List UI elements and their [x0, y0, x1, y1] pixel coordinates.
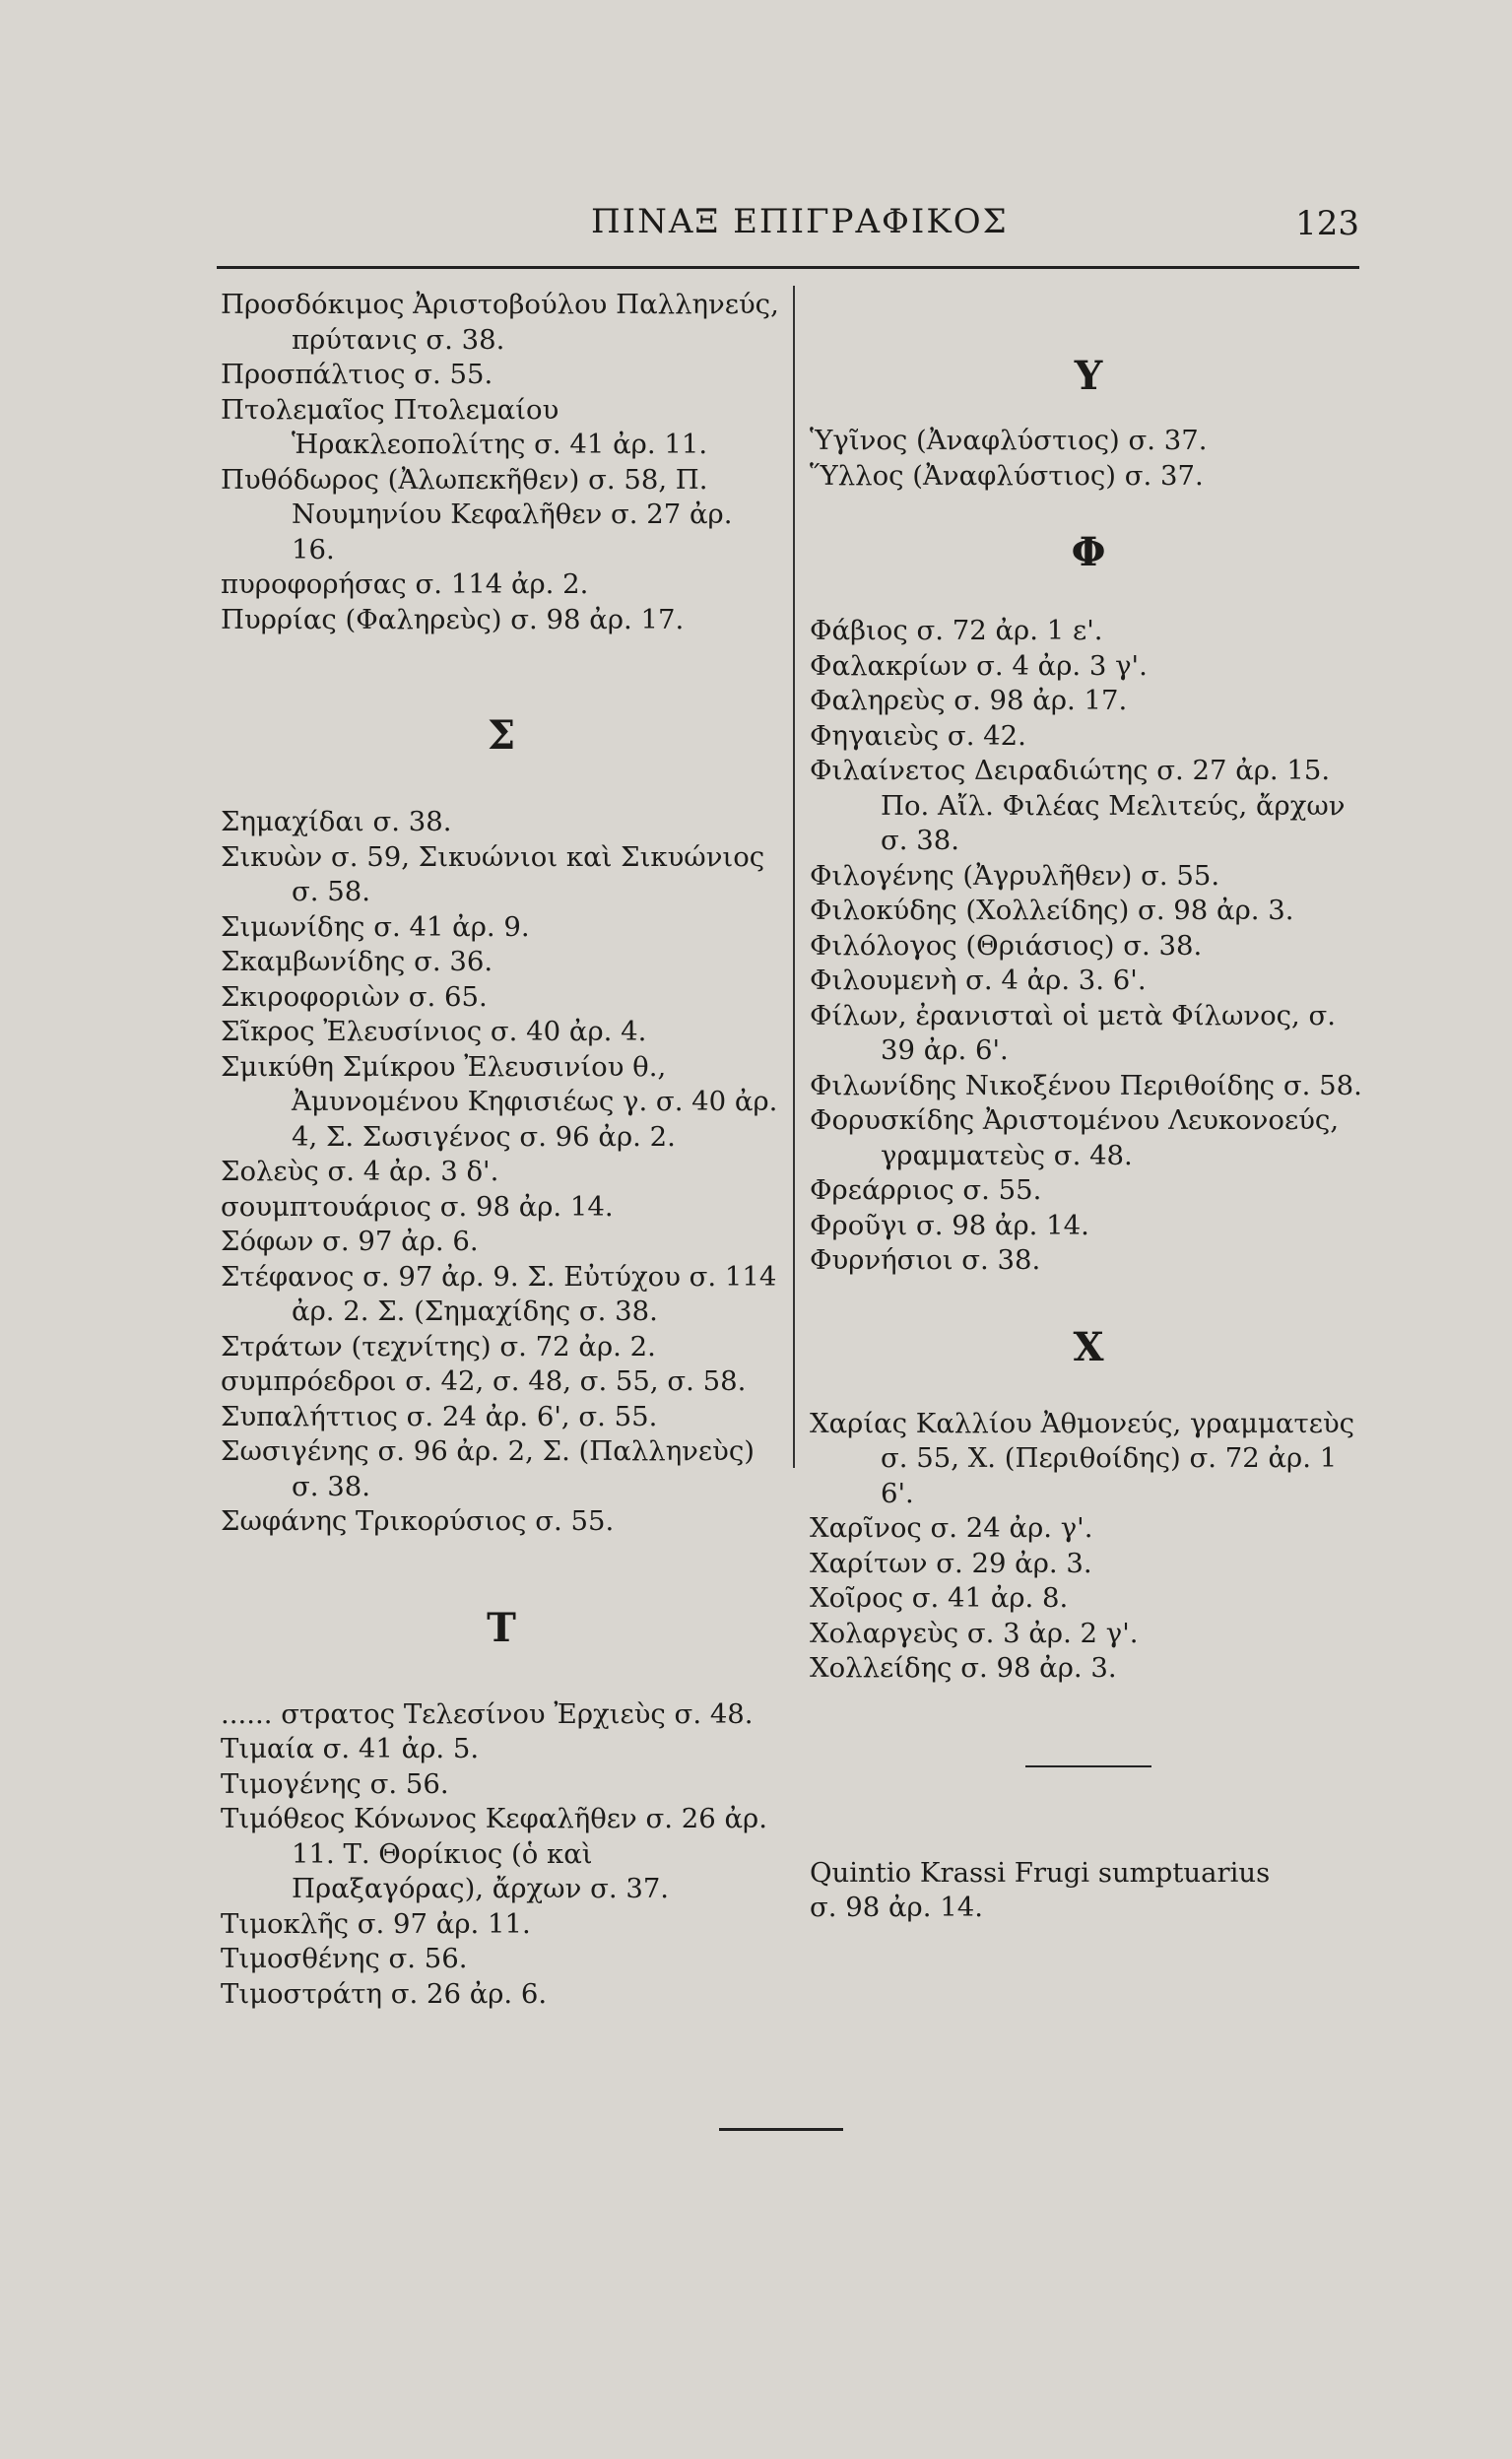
- index-entry: Χολλείδης σ. 98 ἀρ. 3.: [810, 1652, 1117, 1684]
- index-entry: Φιλόλογος (Θριάσιος) σ. 38.: [810, 929, 1203, 962]
- index-entry: Φρεάρριος σ. 55.: [810, 1174, 1042, 1206]
- index-entry: Τιμόθεος Κόνωνος Κεφαλῆθεν σ. 26 ἀρ. 11. Τ. Θορίκιος (ὁ καὶ Πραξαγόρας), ἄρχων σ. 37.: [221, 1803, 767, 1904]
- index-entry: Φιλουμενὴ σ. 4 ἀρ. 3. 6'.: [810, 964, 1147, 996]
- index-entry: Ὑγῖνος (Ἀναφλύστιος) σ. 37.: [810, 425, 1208, 456]
- index-entry: Τιμοκλῆς σ. 97 ἀρ. 11.: [221, 1907, 531, 1940]
- index-entry: Συπαλήττιος σ. 24 ἀρ. 6', σ. 55.: [221, 1400, 658, 1432]
- index-entry: συμπρόεδροι σ. 42, σ. 48, σ. 55, σ. 58.: [221, 1365, 747, 1397]
- section-chi: [810, 1407, 1367, 1687]
- column-divider: [793, 286, 795, 1468]
- index-entry: Πτολεμαῖος Πτολεμαίου Ἡρακλεοπολίτης σ. 41 ἀρ. 11.: [221, 393, 708, 460]
- section-tau: [221, 1697, 782, 2013]
- page-header: [217, 202, 1359, 261]
- index-entry: Φιλωνίδης Νικοξένου Περιθοίδης σ. 58.: [810, 1069, 1362, 1101]
- index-entry: Φυρνήσιοι σ. 38.: [810, 1244, 1041, 1276]
- index-entry: Σιμωνίδης σ. 41 ἀρ. 9.: [221, 910, 530, 943]
- index-entry: Φηγαιεὺς σ. 42.: [810, 719, 1026, 752]
- section-sigma: [221, 805, 782, 1540]
- index-entry: Χοῖρος σ. 41 ἀρ. 8.: [810, 1582, 1069, 1614]
- index-entry: Προσπάλτιος σ. 55.: [221, 359, 493, 390]
- index-entry: Τιμοστράτη σ. 26 ἀρ. 6.: [221, 1977, 548, 2010]
- index-entry: Πυθόδωρος (Ἀλωπεκῆθεν) σ. 58, Π. Νουμηνίου Κεφαλῆθεν σ. 27 ἀρ. 16.: [221, 463, 733, 565]
- header-rule: [217, 266, 1359, 269]
- index-entry: Σόφων σ. 97 ἀρ. 6.: [221, 1226, 479, 1257]
- index-entry: Σκιροφοριὼν σ. 65.: [221, 980, 488, 1013]
- section-letter-upsilon: Υ: [1074, 353, 1103, 399]
- index-entry: Τιμαία σ. 41 ἀρ. 5.: [221, 1733, 480, 1764]
- index-entry: Χαρῖνος σ. 24 ἀρ. γ'.: [810, 1512, 1093, 1544]
- index-entry: Χαρίας Καλλίου Ἀθμονεύς, γραμματεὺς σ. 55, Χ. (Περιθοίδης) σ. 72 ἀρ. 1 6'.: [810, 1407, 1355, 1509]
- index-entry: Φαληρεὺς σ. 98 ἀρ. 17.: [810, 685, 1128, 716]
- index-entry: Σωφάνης Τρικορύσιος σ. 55.: [221, 1505, 615, 1537]
- index-entry: Ὕλλος (Ἀναφλύστιος) σ. 37.: [810, 459, 1204, 492]
- latin-entry: [810, 1856, 1367, 1926]
- index-entry: ...... στρατος Τελεσίνου Ἐρχιεὺς σ. 48.: [221, 1697, 754, 1730]
- index-entry: Χαρίτων σ. 29 ἀρ. 3.: [810, 1547, 1092, 1579]
- index-entry: Τιμογένης σ. 56.: [221, 1767, 449, 1800]
- section-upsilon: [810, 424, 1367, 494]
- index-entry: Στράτων (τεχνίτης) σ. 72 ἀρ. 2.: [221, 1330, 656, 1362]
- section-letter-sigma: Σ: [487, 712, 516, 759]
- footer-rule: [719, 2128, 843, 2131]
- index-entry: Φιλαίνετος Δειραδιώτης σ. 27 ἀρ. 15. Πο. Αἴλ. Φιλέας Μελιτεύς, ἄρχων σ. 38.: [810, 755, 1346, 856]
- index-entry: Φιλογένης (Ἀγρυλῆθεν) σ. 55.: [810, 859, 1220, 892]
- left-column: [221, 288, 782, 2012]
- index-entry: Φίλων, ἐρανισταὶ οἱ μετὰ Φίλωνος, σ. 39 ἀρ. 6'.: [810, 999, 1337, 1066]
- page-number: 123: [1295, 204, 1359, 243]
- section-letter-phi: Φ: [1071, 529, 1106, 575]
- index-entry: σουμπτουάριος σ. 98 ἀρ. 14.: [221, 1190, 614, 1223]
- section-phi: [810, 614, 1367, 1279]
- index-entry: Σωσιγένης σ. 96 ἀρ. 2, Σ. (Παλληνεὺς) σ. 38.: [221, 1435, 755, 1502]
- index-entry: Σικυὼν σ. 59, Σικυώνιοι καὶ Σικυώνιος σ. 58.: [221, 840, 765, 907]
- running-title: ΠΙΝΑΞ ΕΠΙΓΡΑΦΙΚΟΣ: [591, 202, 1009, 241]
- index-entry: Σμικύθη Σμίκρου Ἐλευσινίου θ., Ἀμυνομένου Κηφισιέως γ. σ. 40 ἀρ. 4, Σ. Σωσιγένος σ. 96 ἀρ. 2.: [221, 1050, 778, 1153]
- section-pi: [221, 288, 782, 637]
- index-entry: Φιλοκύδης (Χολλείδης) σ. 98 ἀρ. 3.: [810, 895, 1294, 926]
- index-entry: Φροῦγι σ. 98 ἀρ. 14.: [810, 1209, 1089, 1241]
- index-entry: Φαλακρίων σ. 4 ἀρ. 3 γ'.: [810, 649, 1148, 682]
- section-letter-tau: Τ: [487, 1604, 516, 1651]
- index-entry: Σημαχίδαι σ. 38.: [221, 806, 452, 837]
- latin-entry-ref: σ. 98 ἀρ. 14.: [810, 1892, 983, 1923]
- index-entry: Σῖκρος Ἐλευσίνιος σ. 40 ἀρ. 4.: [221, 1016, 647, 1047]
- index-entry: Φάβιος σ. 72 ἀρ. 1 ε'.: [810, 615, 1103, 646]
- index-entry: Φορυσκίδης Ἀριστομένου Λευκονοεύς, γραμματεὺς σ. 48.: [810, 1104, 1340, 1171]
- right-column: [810, 288, 1367, 1926]
- index-entry: Σκαμβωνίδης σ. 36.: [221, 946, 493, 977]
- section-letter-chi: Χ: [1073, 1323, 1104, 1370]
- index-entry: Προσδόκιμος Ἀριστοβούλου Παλληνεύς, πρύτανις σ. 38.: [221, 289, 779, 356]
- latin-entry-name: Quintio Krassi Frugi sumptuarius: [810, 1856, 1271, 1889]
- index-entry: Στέφανος σ. 97 ἀρ. 9. Σ. Εὐτύχου σ. 114 ἀρ. 2. Σ. (Σημαχίδης σ. 38.: [221, 1260, 777, 1327]
- index-entry: Τιμοσθένης σ. 56.: [221, 1943, 468, 1974]
- index-entry: Σολεὺς σ. 4 ἀρ. 3 δ'.: [221, 1156, 499, 1187]
- index-entry: Πυρρίας (Φαληρεὺς) σ. 98 ἀρ. 17.: [221, 603, 685, 635]
- index-entry: Χολαργεὺς σ. 3 ἀρ. 2 γ'.: [810, 1617, 1139, 1649]
- index-entry: πυροφορήσας σ. 114 ἀρ. 2.: [221, 568, 589, 600]
